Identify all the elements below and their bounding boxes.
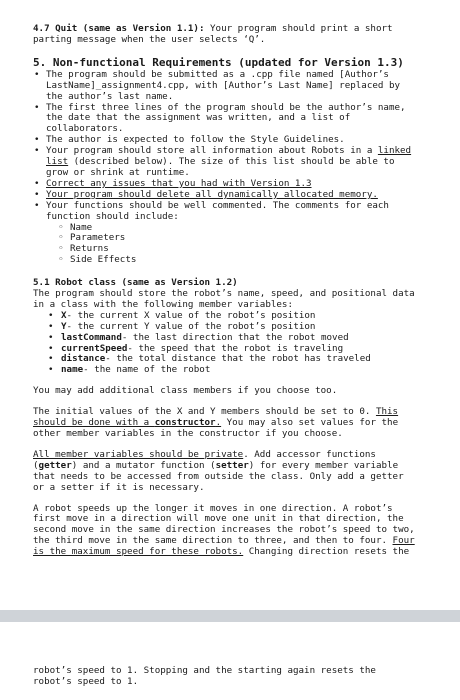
- page-2-content: [33, 666, 433, 688]
- comment-field-item: ◦ Name: [58, 223, 433, 234]
- constructor-term: constructor: [154, 417, 216, 429]
- section-4-7-text: Your program should print a short: [204, 23, 393, 34]
- var-desc: - the current X value of the robot’s position: [66, 309, 316, 321]
- line: LastName]_assignment4.cpp, with [Author’s Last Name] replaced by: [46, 79, 401, 91]
- line: • The first three lines of the program should be the author’s name,: [46, 101, 406, 113]
- requirement-submission: [33, 70, 433, 103]
- var-desc: - the total distance that the robot has traveled: [105, 353, 371, 365]
- text-underlined: All member variables should be private: [33, 448, 244, 460]
- comment-field-item: ◦ Parameters: [58, 233, 433, 244]
- line: collaborators.: [46, 123, 124, 135]
- line: the date that the assignment was written, and a list of: [46, 112, 351, 124]
- line: • Correct any issues that you had with Version 1.3: [46, 177, 312, 189]
- line: • Your program should delete all dynamically allocated memory.: [46, 188, 378, 200]
- text: (: [33, 459, 39, 471]
- member-variables-list: [33, 311, 433, 376]
- paragraph-robot-speed: [33, 504, 433, 559]
- requirement-comments: [33, 201, 433, 266]
- requirement-linked-list: [33, 146, 433, 179]
- var-name: lastCommand: [61, 331, 122, 343]
- paragraph-additional-members: You may add additional class members if you choose too.: [33, 385, 338, 397]
- text: Changing direction resets the: [243, 546, 410, 558]
- member-variable-item: [46, 365, 433, 376]
- line: • The program should be submitted as a .cpp file named [Author’s: [46, 68, 389, 80]
- var-desc: - the current Y value of the robot’s position: [66, 320, 316, 332]
- section-4-7: [33, 24, 433, 46]
- var-name: currentSpeed: [61, 342, 128, 354]
- text: the third move in the same direction to three, and then to four.: [33, 535, 393, 547]
- line: second move in the same direction increases the robot’s speed to two,: [33, 524, 415, 536]
- page-separator: [0, 610, 460, 622]
- text-underlined: should be done with a: [33, 417, 155, 429]
- line: robot’s speed to 1.: [33, 675, 139, 687]
- page-content: [33, 24, 433, 558]
- comment-field-item: ◦ Returns: [58, 244, 433, 255]
- comment-fields-list: [46, 223, 433, 267]
- line: the author’s last name.: [46, 90, 174, 102]
- section-4-7-heading: 4.7 Quit (same as Version 1.1):: [33, 23, 205, 34]
- paragraph-private-members: [33, 450, 433, 494]
- line: • Your functions should be well commented. The comments for each: [46, 199, 389, 211]
- line: robot’s speed to 1. Stopping and the starting again resets the: [33, 665, 376, 676]
- line: other member variables in the constructor if you choose.: [33, 428, 343, 439]
- var-desc: - the last direction that the robot moved: [121, 331, 349, 343]
- line: in a class with the following member variables:: [33, 298, 293, 310]
- text-underlined: is the maximum speed for these robots.: [33, 546, 244, 558]
- section-5-heading: 5. Non-functional Requirements (updated for Version 1.3): [33, 55, 404, 69]
- comment-field-item: ◦ Side Effects: [58, 255, 433, 266]
- requirements-list: [33, 70, 433, 266]
- line: first move in a direction will move one unit in that direction, the: [33, 513, 404, 525]
- line: A robot speeds up the longer it moves in one direction. A robot’s: [33, 502, 393, 514]
- line: The program should store the robot’s name, speed, and positional data: [33, 288, 415, 300]
- line: grow or shrink at runtime.: [46, 166, 190, 178]
- text-underlined: This: [375, 406, 399, 418]
- var-name: X: [61, 309, 67, 321]
- line: that needs to be accessed from outside the class. Only add a getter: [33, 470, 404, 482]
- line: [33, 547, 433, 558]
- linked-list-link[interactable]: linked: [377, 145, 412, 157]
- var-name: name: [61, 364, 84, 376]
- text: . Add accessor functions: [243, 448, 376, 460]
- getter-term: getter: [38, 459, 72, 471]
- var-desc: - the name of the robot: [83, 364, 211, 376]
- text-underlined: .: [215, 417, 222, 429]
- text: ) and a mutator function (: [71, 459, 216, 471]
- section-5-1-heading: 5.1 Robot class (same as Version 1.2): [33, 277, 238, 289]
- text: (described below). The size of this list should be able to: [68, 156, 395, 168]
- text-underlined: Four: [392, 535, 415, 547]
- text: Your program should store all information about Robots in a: [46, 145, 378, 157]
- text: You may also set values for the: [221, 417, 399, 429]
- requirement-header-lines: [33, 103, 433, 136]
- text: ) for every member variable: [248, 459, 399, 471]
- line: function should include:: [46, 210, 179, 222]
- var-name: Y: [61, 320, 67, 332]
- paragraph-initial-values: [33, 407, 433, 440]
- text: The initial values of the X and Y members should be set to 0.: [33, 406, 376, 418]
- setter-term: setter: [215, 459, 249, 471]
- var-desc: - the speed that the robot is traveling: [127, 342, 344, 354]
- document-page-2: [0, 622, 460, 700]
- line: • The author is expected to follow the Style Guidelines.: [46, 134, 345, 146]
- line: or a setter if it is necessary.: [33, 481, 205, 493]
- var-name: distance: [61, 353, 106, 365]
- linked-list-link-cont[interactable]: list: [46, 156, 69, 168]
- section-4-7-line-2: parting message when the user selects ‘Q’.: [33, 33, 266, 45]
